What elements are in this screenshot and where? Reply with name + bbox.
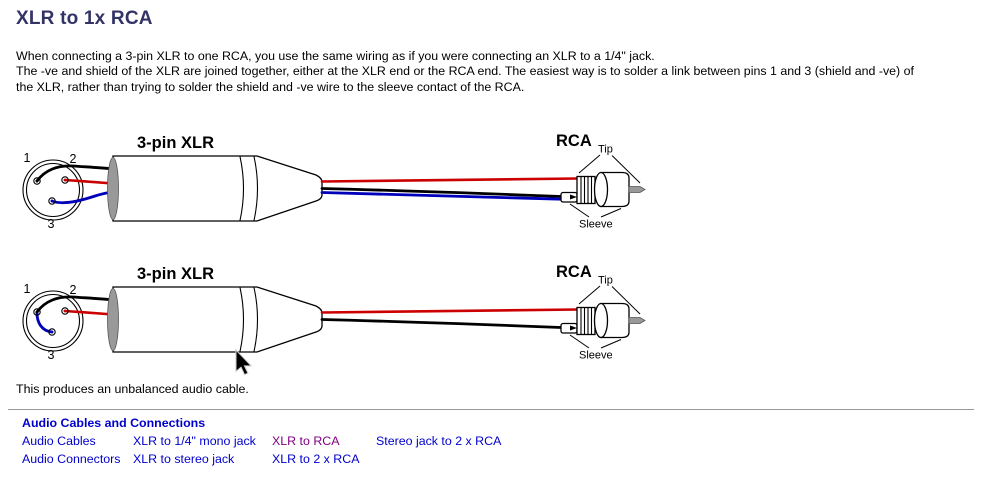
intro-line-2: The -ve and shield of the XLR are joined together, either at the XLR end or the RCA end. The easiest way is to solder a link between pins 1 and 3 (shield and -ve) of — [16, 64, 914, 79]
link-audio-cables-and-connections[interactable]: Audio Cables and Connections — [22, 416, 206, 430]
sleeve-label: Sleeve — [579, 218, 613, 231]
section-divider — [8, 409, 974, 410]
pin2-label: 2 — [69, 283, 77, 297]
xlr-pin2-solder — [64, 179, 67, 182]
rca-barrel-face — [595, 173, 608, 207]
intro-line-1: When connecting a 3-pin XLR to one RCA, you use the same wiring as if you were connecting an XLR to a 1/4" jack. — [16, 49, 655, 63]
diagram-xlr-to-rca-bottom — [0, 251, 670, 381]
xlr-face-inner — [27, 295, 80, 348]
rca-barrel-face — [595, 304, 608, 338]
mouse-cursor-icon — [236, 350, 251, 375]
xlr-pin3-solder — [51, 200, 54, 203]
tip-leader-left — [579, 155, 600, 173]
rca-tip-pin — [629, 187, 645, 193]
pin1-label: 1 — [23, 151, 31, 165]
tip-leader-left — [579, 286, 600, 304]
link-xlr-to-quarter-inch-mono-jack[interactable]: XLR to 1/4" mono jack — [133, 434, 256, 448]
rca-tip-pin — [629, 318, 645, 324]
diagram-xlr-to-rca-top — [0, 120, 670, 245]
link-stereo-jack-to-2x-rca[interactable]: Stereo jack to 2 x RCA — [376, 434, 502, 448]
pin3-label: 3 — [47, 348, 55, 362]
tip-label: Tip — [598, 143, 613, 156]
intro-paragraph — [16, 49, 914, 95]
page-title: XLR to 1x RCA — [16, 8, 153, 29]
footnote: This produces an unbalanced audio cable. — [16, 382, 249, 396]
xlr-cable-entry — [108, 289, 119, 351]
rca-title: RCA — [556, 263, 592, 281]
xlr-connector-body — [113, 287, 322, 352]
intro-line-3: the XLR, rather than trying to solder the shield and -ve wire to the sleeve contact of the RCA. — [16, 79, 525, 94]
link-audio-cables[interactable]: Audio Cables — [22, 434, 96, 448]
rca-title: RCA — [556, 132, 592, 150]
wire-red-pin2 — [65, 311, 113, 315]
tip-label: Tip — [598, 274, 613, 287]
link-xlr-to-rca[interactable]: XLR to RCA — [272, 434, 340, 448]
link-xlr-to-2x-rca[interactable]: XLR to 2 x RCA — [272, 452, 360, 466]
wire-red-pin2 — [65, 180, 113, 184]
rca-thread — [577, 177, 595, 204]
xlr-face-inner — [27, 164, 80, 217]
pin1-label: 1 — [23, 282, 31, 296]
link-audio-connectors[interactable]: Audio Connectors — [22, 452, 121, 466]
related-links-section — [22, 416, 501, 470]
pin3-label: 3 — [47, 217, 55, 231]
link-xlr-to-stereo-jack[interactable]: XLR to stereo jack — [133, 452, 235, 466]
xlr-cable-entry — [108, 158, 119, 220]
cable-red — [322, 310, 578, 313]
xlr-title: 3-pin XLR — [137, 265, 214, 283]
xlr-pin1-solder — [36, 311, 39, 314]
cable-black — [322, 320, 561, 328]
xlr-connector-body — [113, 156, 322, 221]
sleeve-leader-right — [601, 340, 621, 349]
rca-thread — [577, 308, 595, 335]
wire-black-pin1 — [37, 166, 113, 181]
sleeve-leader-right — [601, 209, 621, 218]
xlr-pin3-solder — [51, 331, 54, 334]
xlr-pin1-solder — [36, 180, 39, 183]
pin2-label: 2 — [69, 152, 77, 166]
xlr-pin2-solder — [64, 310, 67, 313]
cable-red — [322, 179, 578, 182]
sleeve-leader-left — [570, 335, 589, 348]
sleeve-leader-left — [570, 204, 589, 217]
sleeve-label: Sleeve — [579, 349, 613, 362]
xlr-title: 3-pin XLR — [137, 134, 214, 152]
wire-black-pin1 — [37, 297, 113, 312]
